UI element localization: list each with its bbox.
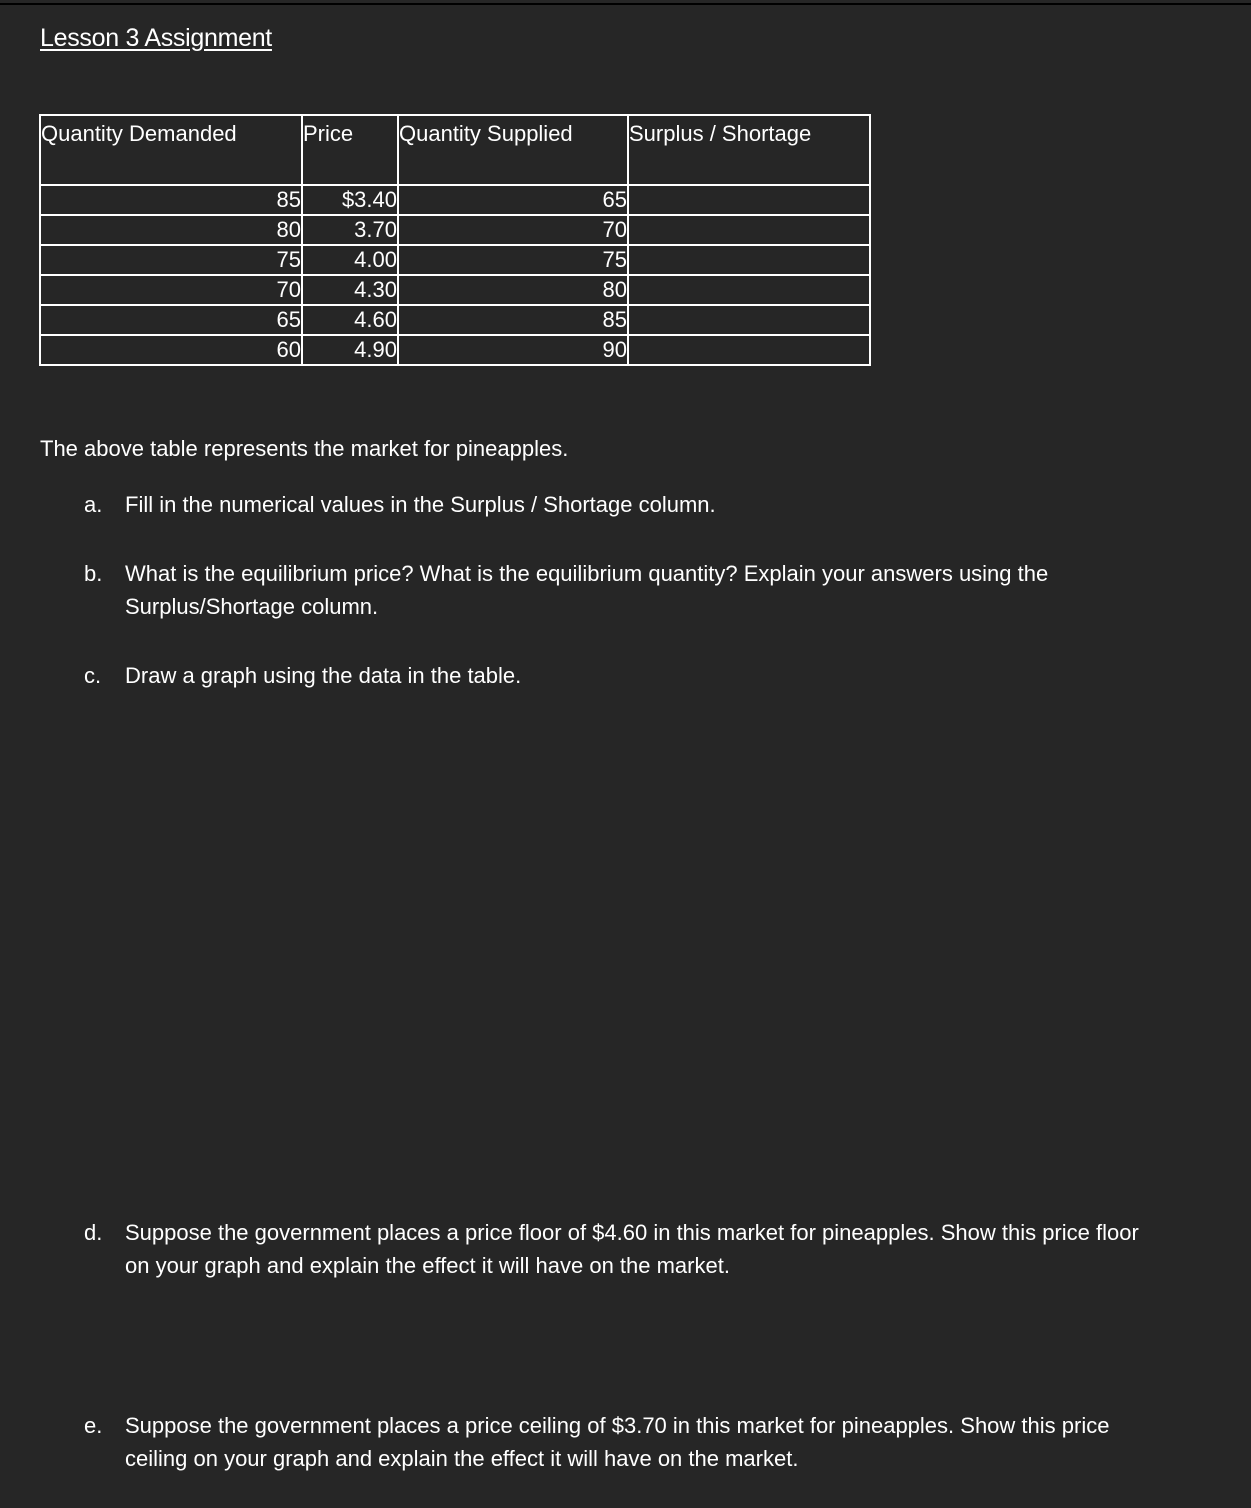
question-label: d. [84,1220,103,1245]
cell-quantity-demanded: 65 [40,305,302,335]
table-row [40,335,870,365]
cell-surplus-shortage[interactable] [628,215,870,245]
cell-quantity-supplied: 90 [398,335,628,365]
question-label: e. [84,1413,103,1438]
cell-quantity-demanded: 85 [40,185,302,215]
question-e [84,1409,1164,1475]
question-d [84,1216,1164,1282]
cell-surplus-shortage[interactable] [628,305,870,335]
question-text: Suppose the government places a price floor of $4.60 in this market for pineapples. Show this price floor on your graph and explain the effect it will have on the market. [125,1220,1139,1278]
header-quantity-supplied: Quantity Supplied [398,115,628,185]
question-text: Suppose the government places a price ceiling of $3.70 in this market for pineapples. Show this price ceiling on your graph and explain the effect it will have on the market. [125,1413,1110,1471]
cell-price: 4.90 [302,335,398,365]
question-label: c. [84,663,102,688]
cell-surplus-shortage[interactable] [628,335,870,365]
question-b [84,557,1164,623]
cell-price: $3.40 [302,185,398,215]
cell-price: 4.60 [302,305,398,335]
cell-price: 4.00 [302,245,398,275]
question-a [84,488,1164,521]
table-row [40,215,870,245]
cell-quantity-demanded: 75 [40,245,302,275]
cell-surplus-shortage[interactable] [628,275,870,305]
table-header-row [40,115,870,185]
question-text: Draw a graph using the data in the table. [125,663,522,688]
cell-quantity-demanded: 80 [40,215,302,245]
cell-quantity-supplied: 65 [398,185,628,215]
cell-quantity-supplied: 85 [398,305,628,335]
table-row [40,245,870,275]
cell-price: 4.30 [302,275,398,305]
cell-quantity-demanded: 70 [40,275,302,305]
cell-surplus-shortage[interactable] [628,185,870,215]
cell-quantity-supplied: 75 [398,245,628,275]
top-border [0,3,1251,5]
cell-surplus-shortage[interactable] [628,245,870,275]
document-title: Lesson 3 Assignment [40,24,272,52]
table-row [40,185,870,215]
cell-quantity-demanded: 60 [40,335,302,365]
intro-text: The above table represents the market for pineapples. [40,436,569,461]
header-surplus-shortage: Surplus / Shortage [628,115,870,185]
cell-quantity-supplied: 80 [398,275,628,305]
header-quantity-demanded: Quantity Demanded [40,115,302,185]
cell-price: 3.70 [302,215,398,245]
market-table [39,114,871,366]
question-text: What is the equilibrium price? What is the equilibrium quantity? Explain your answers using the Surplus/Shortage column. [125,561,1049,619]
question-label: b. [84,561,103,586]
cell-quantity-supplied: 70 [398,215,628,245]
question-c [84,659,1164,692]
question-label: a. [84,492,103,517]
header-price: Price [302,115,398,185]
table-row [40,305,870,335]
table-row [40,275,870,305]
question-text: Fill in the numerical values in the Surplus / Shortage column. [125,492,716,517]
